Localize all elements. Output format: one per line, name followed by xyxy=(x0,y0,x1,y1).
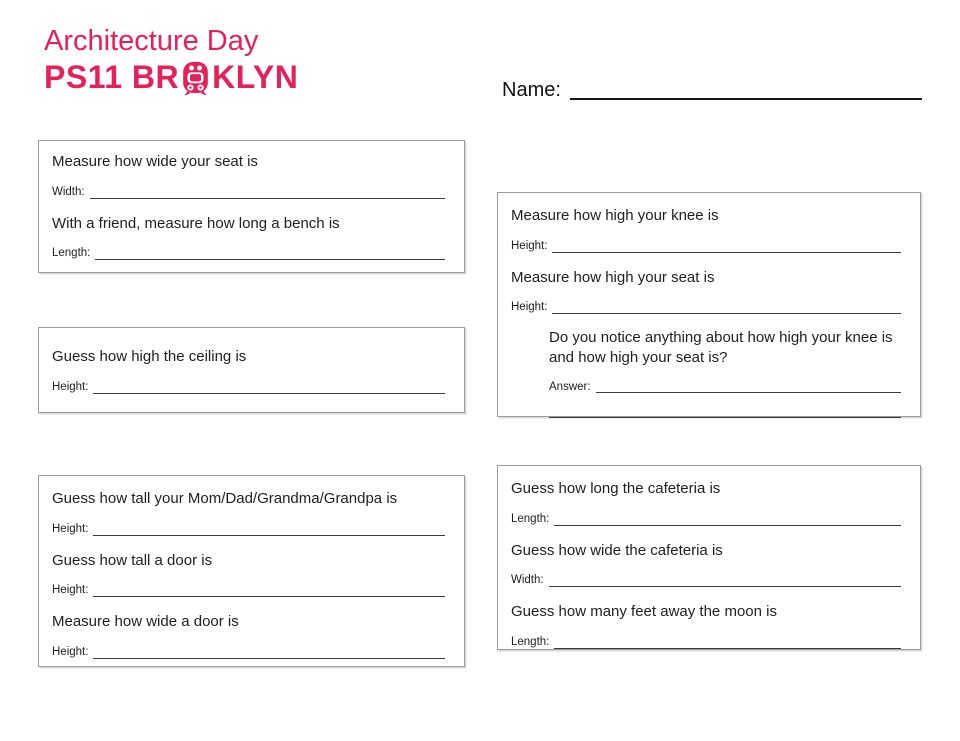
name-label: Name: xyxy=(502,79,561,101)
answer-row xyxy=(52,523,447,537)
question-text: Guess how tall your Mom/Dad/Grandma/Grandpa is xyxy=(52,490,398,507)
answer-blank-line xyxy=(552,304,901,314)
answer-blank-line xyxy=(93,526,445,536)
answer-blank-line xyxy=(93,649,445,659)
answer-blank-line xyxy=(552,243,901,253)
answer-row xyxy=(52,584,447,598)
sub-question-text: Do you notice anything about how high your knee is and how high your seat is? xyxy=(549,329,893,367)
school-name-suffix: KLYN xyxy=(212,58,299,95)
answer-blank-line xyxy=(93,384,445,394)
answer-label: Height: xyxy=(52,584,89,597)
answer-row xyxy=(52,381,447,395)
answer-row xyxy=(52,646,447,660)
answer-label: Answer: xyxy=(549,380,591,393)
answer-label: Length: xyxy=(52,247,91,260)
question-text: Measure how high your seat is xyxy=(511,268,715,286)
brand-header xyxy=(44,26,298,95)
answer-blank-line xyxy=(554,516,901,526)
name-field xyxy=(502,74,922,102)
answer-label: Length: xyxy=(511,635,550,648)
answer-blank-line xyxy=(596,383,901,393)
answer-label: Height: xyxy=(52,645,89,658)
answer-blank-line xyxy=(90,189,445,199)
answer-blank-line xyxy=(554,639,901,649)
answer-row xyxy=(52,247,447,261)
answer-label: Height: xyxy=(52,522,89,535)
question-text: With a friend, measure how long a bench is xyxy=(52,214,340,232)
question-text: Guess how many feet away the moon is xyxy=(511,603,777,621)
page-title: Architecture Day xyxy=(44,25,259,57)
answer-row xyxy=(511,240,903,254)
answer-row xyxy=(549,381,903,395)
name-blank-line xyxy=(570,80,922,100)
answer-blank-line xyxy=(549,408,901,418)
answer-continuation-row xyxy=(549,408,903,419)
answer-label: Width: xyxy=(511,574,544,587)
answer-row xyxy=(511,574,903,588)
subway-train-icon xyxy=(181,61,210,96)
measurement-box-cafeteria-moon xyxy=(497,465,921,650)
measurement-box-seat-bench xyxy=(38,140,465,273)
school-name-prefix: PS11 BR xyxy=(44,58,180,95)
answer-row xyxy=(511,513,903,527)
answer-label: Length: xyxy=(511,512,550,525)
question-text: Guess how high the ceiling is xyxy=(52,348,247,365)
sub-question-block xyxy=(549,328,903,419)
answer-blank-line xyxy=(95,250,445,260)
answer-blank-line xyxy=(93,587,445,597)
question-text: Measure how high your knee is xyxy=(511,207,719,224)
measurement-box-family-door xyxy=(38,475,465,667)
question-text: Guess how wide the cafeteria is xyxy=(511,541,723,559)
question-text: Measure how wide a door is xyxy=(52,613,239,631)
answer-blank-line xyxy=(549,577,901,587)
answer-label: Height: xyxy=(52,380,89,393)
measurement-box-knee-seat xyxy=(497,192,921,417)
question-text: Guess how tall a door is xyxy=(52,551,213,569)
answer-label: Width: xyxy=(52,185,85,198)
measurement-box-ceiling xyxy=(38,327,465,413)
answer-row xyxy=(52,186,447,200)
answer-label: Height: xyxy=(511,301,548,314)
answer-label: Height: xyxy=(511,239,548,252)
question-text: Guess how long the cafeteria is xyxy=(511,480,721,497)
question-text: Measure how wide your seat is xyxy=(52,153,258,170)
school-name xyxy=(44,60,298,95)
answer-row xyxy=(511,636,903,650)
answer-row xyxy=(511,301,903,315)
